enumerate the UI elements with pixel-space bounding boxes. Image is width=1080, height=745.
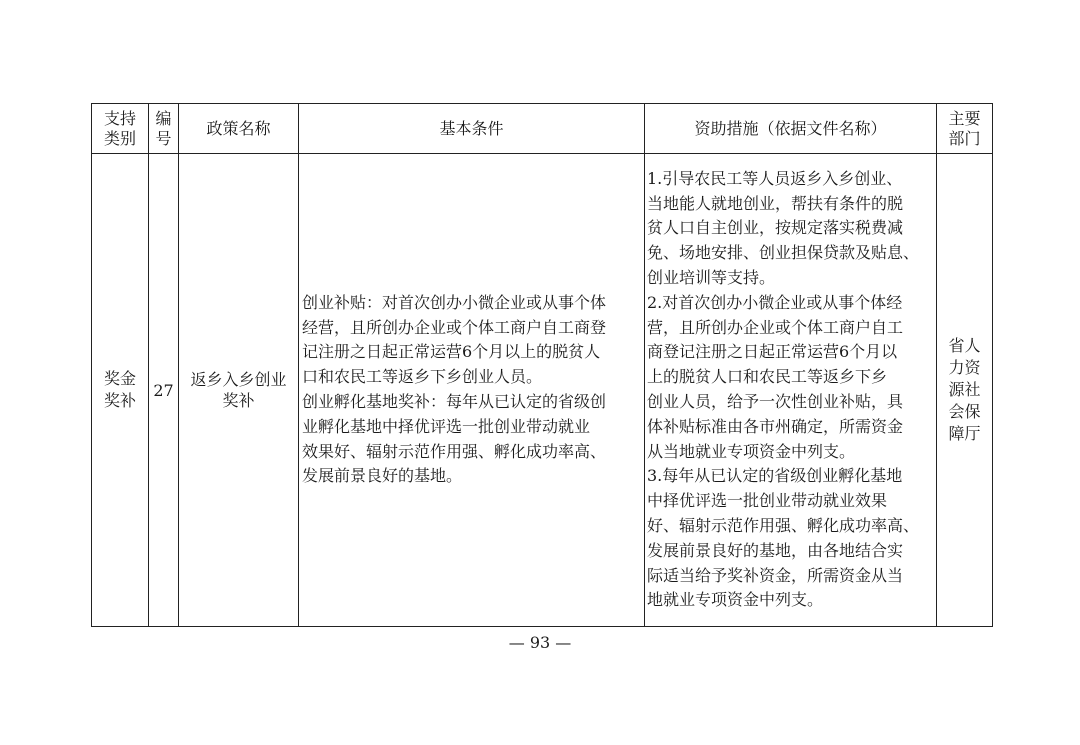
header-support-type: 支持 类别 bbox=[92, 104, 149, 154]
cell-measures bbox=[645, 154, 937, 627]
header-measures: 资助措施（依据文件名称） bbox=[645, 104, 937, 154]
measures-line: 2.对首次创办小微企业或从事个体经 bbox=[647, 292, 903, 312]
cell-department: 省人 力资 源社 会保 障厅 bbox=[937, 154, 993, 627]
measures-line: 营，且所创办企业或个体工商户自工 bbox=[647, 317, 904, 337]
measures-line: 3.每年从已认定的省级创业孵化基地 bbox=[647, 466, 903, 486]
header-conditions: 基本条件 bbox=[299, 104, 645, 154]
conditions-line: 创业孵化基地奖补：每年从已认定的省级创 bbox=[302, 392, 607, 411]
cell-support-type: 奖金 奖补 bbox=[92, 154, 149, 627]
measures-line: 商登记注册之日起正常运营6个月以 bbox=[647, 342, 898, 362]
conditions-line: 记注册之日起正常运营6个月以上的脱贫人 bbox=[302, 342, 601, 362]
measures-text bbox=[645, 167, 936, 613]
table-header-row bbox=[92, 104, 993, 154]
measures-line: 上的脱贫人口和农民工等返乡下乡 bbox=[647, 367, 888, 387]
table-row bbox=[92, 154, 993, 627]
conditions-line: 业孵化基地中择优评选一批创业带动就业 bbox=[302, 416, 591, 436]
measures-line: 发展前景良好的基地，由各地结合实 bbox=[647, 540, 904, 560]
cell-conditions bbox=[299, 154, 645, 627]
conditions-line: 效果好、辐射示范作用强、孵化成功率高、 bbox=[302, 441, 607, 461]
conditions-line: 口和农民工等返乡下乡创业人员。 bbox=[302, 367, 543, 387]
conditions-text bbox=[299, 291, 644, 489]
measures-line: 从当地就业专项资金中列支。 bbox=[647, 441, 856, 461]
measures-line: 1.引导农民工等人员返乡入乡创业、 bbox=[647, 168, 903, 188]
cell-policy-name: 返乡入乡创业 奖补 bbox=[179, 154, 299, 627]
page-number: — 93 — bbox=[508, 633, 572, 652]
header-number: 编 号 bbox=[149, 104, 179, 154]
measures-line: 际适当给予奖补资金，所需资金从当 bbox=[647, 565, 904, 585]
measures-line: 好、辐射示范作用强、孵化成功率高、 bbox=[647, 515, 920, 535]
header-policy-name: 政策名称 bbox=[179, 104, 299, 154]
header-department: 主要 部门 bbox=[937, 104, 993, 154]
cell-number: 27 bbox=[149, 154, 179, 627]
measures-line: 免、场地安排、创业担保贷款及贴息、 bbox=[647, 243, 920, 263]
policy-table bbox=[91, 103, 993, 627]
conditions-line: 经营，且所创办企业或个体工商户自工商登 bbox=[302, 317, 607, 337]
measures-line: 创业培训等支持。 bbox=[647, 268, 776, 288]
measures-line: 地就业专项资金中列支。 bbox=[647, 590, 824, 610]
measures-line: 当地能人就地创业，帮扶有条件的脱 bbox=[647, 193, 904, 213]
conditions-line: 创业补贴：对首次创办小微企业或从事个体 bbox=[302, 292, 607, 312]
measures-line: 创业人员，给予一次性创业补贴，具 bbox=[647, 392, 904, 411]
measures-line: 中择优评选一批创业带动就业效果 bbox=[647, 491, 888, 511]
conditions-line: 发展前景良好的基地。 bbox=[302, 466, 463, 486]
measures-line: 体补贴标准由各市州确定，所需资金 bbox=[647, 416, 904, 436]
measures-line: 贫人口自主创业，按规定落实税费减 bbox=[647, 218, 904, 238]
